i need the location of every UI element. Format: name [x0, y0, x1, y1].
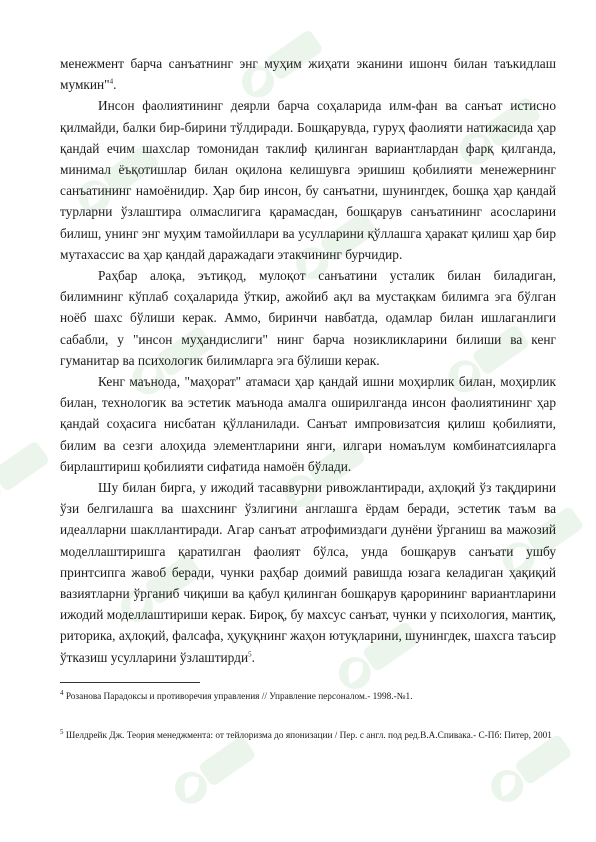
paragraph-tail: .	[251, 649, 255, 665]
footnote-text: Шелдрейк Дж. Теория менеджмента: от тейлоризма до японизации / Пер. с англ. под ред.В.А.Спивака.- С-Пб: Питер, 2001	[65, 730, 552, 741]
footnote-4	[60, 688, 556, 704]
paragraph-3: Раҳбар алоқа, эътиқод, мулоқот санъатини усталик билан биладиган, билимнинг кўплаб соҳаларида ўткир, ажойиб ақл ва мустақкам билимга эга бўлган ноёб шахс бўлиши керак. Аммо, биринчи навбатда, одамлар билан ишлаганлиги сабабли, у "инсон муҳандислиги" нинг барча нозикликларини билиши ва кенг гуманитар ва психологик билимларга эга бўлиши керак.	[60, 268, 556, 368]
paragraph-tail: .	[113, 77, 117, 93]
paragraph-4: Кенг маънода, "маҳорат" атамаси ҳар қандай ишни моҳирлик билан, моҳирлик билан, технологик ва эстетик маънода амалга оширилганда инсон фаолиятининг ҳар қандай соҳасига нисбатан қўлланилади. Санъат импровизатсия қилиш қобилияти, билим ва сезги алоҳида элементларини янги, илгари номаълум комбинатсияларга бирлаштириш қобилияти сифатида намоён бўлади.	[60, 374, 556, 474]
footnote-ref-5: 5	[248, 650, 252, 659]
document-page	[60, 53, 556, 743]
paragraph-1	[60, 53, 556, 95]
paragraph-text: Шу билан бирга, у ижодий тасаввурни ривожлантиради, аҳлоқий ўз тақдирини ўзи белгилашга ва шахснинг ўзлигини англашга ёрдам беради, эстетик таъм ва идеалларни шакллантиради. Агар санъат атрофимиздаги дунёни ўрганиш ва мажозий моделлаштиришга қаратилган фаолият бўлса, унда бошқарув санъати ушбу принтсипга жавоб беради, чунки раҳбар доимий равишда юзага келадиган ҳақиқий вазиятларни ўрганиб чиқиши ва қабул қилинган бошқарув қарорининг вариантларини ижодий моделлаштириши керак. Бироқ, бу махсус санъат, чунки у психология, мантиқ, риторика, аҳлоқий, фалсафа, ҳуқуқнинг жаҳон ютуқларини, шунингдек, шахсга таъсир ўтказиш усулларини ўзлаштирди	[60, 480, 556, 665]
paragraph-text: менежмент барча санъатнинг энг муҳим жиҳати эканини ишонч билан таъкидлаш мумкин"	[60, 56, 556, 93]
footnote-number: 5	[60, 727, 64, 736]
footnote-ref-4: 4	[109, 77, 114, 86]
footnote-divider	[60, 682, 200, 683]
paragraph-2: Инсон фаолиятининг деярли барча соҳаларида илм-фан ва санъат истисно қилмайди, балки бир-бирини тўлдиради. Бошқарувда, гуруҳ фаолияти натижасида ҳар қандай ечим шахслар томонидан таклиф қилинган вариантлардан фарқ қилганда, минимал ёъқотишлар билан оқилона келишувга эришиш қобилияти менежернинг санъатининг намоёнидир. Ҳар бир инсон, бу санъатни, шунингдек, бошқа ҳар қандай турларни ўзлаштира олмаслигига қарамасдан, бошқарув санъатининг асосларини билиш, унинг энг муҳим тамойиллари ва усулларини қўллашга ҳаракат қилиш ҳар бир мутахассис ва ҳар қандай даражадаги этакчининг бурчидир.	[60, 98, 556, 262]
body-text	[60, 53, 556, 668]
footnote-5	[60, 727, 556, 743]
footnote-number: 4	[60, 688, 64, 697]
footnote-text: Розанова Парадоксы и противоречия управления // Управление персоналом.- 1998.-№1.	[65, 691, 413, 702]
paragraph-5	[60, 477, 556, 668]
